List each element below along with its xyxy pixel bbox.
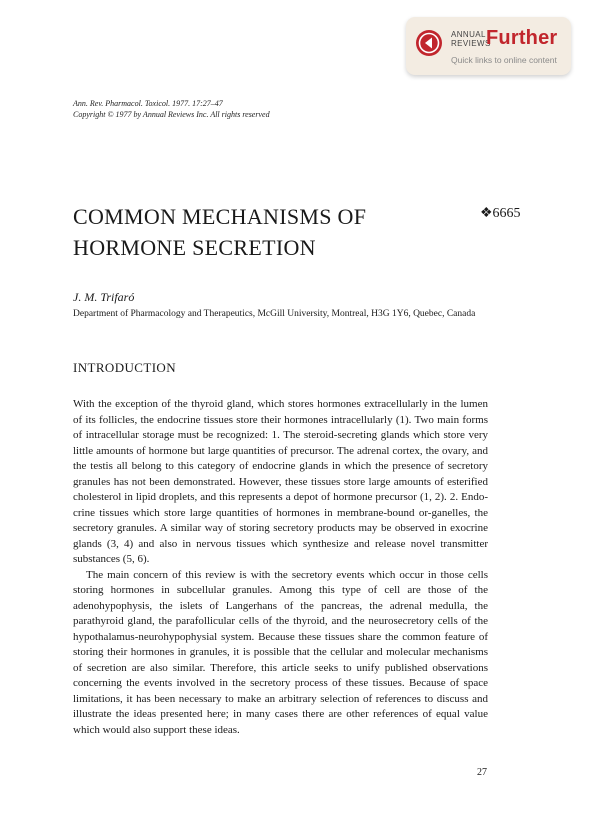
title-line-1: COMMON MECHANISMS OF (73, 204, 367, 229)
article-title (73, 201, 473, 263)
banner-further-text: Further (486, 27, 558, 49)
title-line-2: HORMONE SECRETION (73, 235, 316, 260)
author-name: J. M. Trifaró (73, 290, 135, 304)
banner-reviews-text: REVIEWS (451, 39, 491, 48)
copyright-notice: Copyright © 1977 by Annual Reviews Inc. All rights reserved (73, 110, 270, 119)
play-circle-icon (415, 29, 443, 57)
annual-reviews-further-banner[interactable] (406, 17, 571, 75)
section-heading: INTRODUCTION (73, 360, 177, 375)
journal-citation: Ann. Rev. Pharmacol. Toxicol. 1977. 17:27–47 (73, 99, 223, 108)
paragraph-2: The main concern of this review is with the secretory events which occur in those cells storing hormones in subcellular granules. Among this type of cell are those of the adenohypophysis, the islets of Langerhans of the pancreas, the adrenal medulla, the parathyroid gland, the parafollicular cells of the thyroid, and the neurosecretory cells of the hypothalamus-neurohypophysial system. Because these tissues share the common feature of storing their hormones in granules, it is possible that the cellular and molecular mechanisms of secretion are also similar. Therefore, this article seeks to unify published observations concerning the events involved in the secretory process of these tissues. Because of space limitations, it has been necessary to make an arbitrary selection of references to discuss and illustrate the ideas presented here; in many cases there are other references of equal value which would also support these ideas. (73, 568, 488, 736)
paragraph-1: With the exception of the thyroid gland, which stores hormones extracellularly in the lumen of its follicles, the endocrine tissues store their hormones intracellularly (1). Two main forms of intracellular storage must be recognized: 1. The steroid-secreting glands which store very little amounts of hormone but large quantities of precursor. The adrenal cortex, the ovary, and the testis all belong to this category of endocrine glands in which the presence of secretory granules has not been demonstrated. However, these tissues store large amounts of esterified cholesterol in lipid droplets, and this represents a depot of hormone precursor (1, 2). 2. Endo-crine tissues which store large quantities of hormones in membrane-bound or-ganelles, the secretory granules. A similar way of storing secretory products may be observed in exocrine glands (3, 4) and also in nervous tissues which synthesize and release novel transmitter substances (5, 6). (73, 398, 488, 565)
article-code: ❖6665 (480, 206, 521, 221)
author-affiliation: Department of Pharmacology and Therapeutics, McGill University, Montreal, H3G 1Y6, Quebec, Canada (73, 309, 476, 319)
page-number: 27 (477, 767, 487, 778)
banner-tagline: Quick links to online content (451, 55, 557, 65)
banner-annual-text: ANNUAL (451, 30, 486, 39)
article-body (73, 397, 488, 738)
